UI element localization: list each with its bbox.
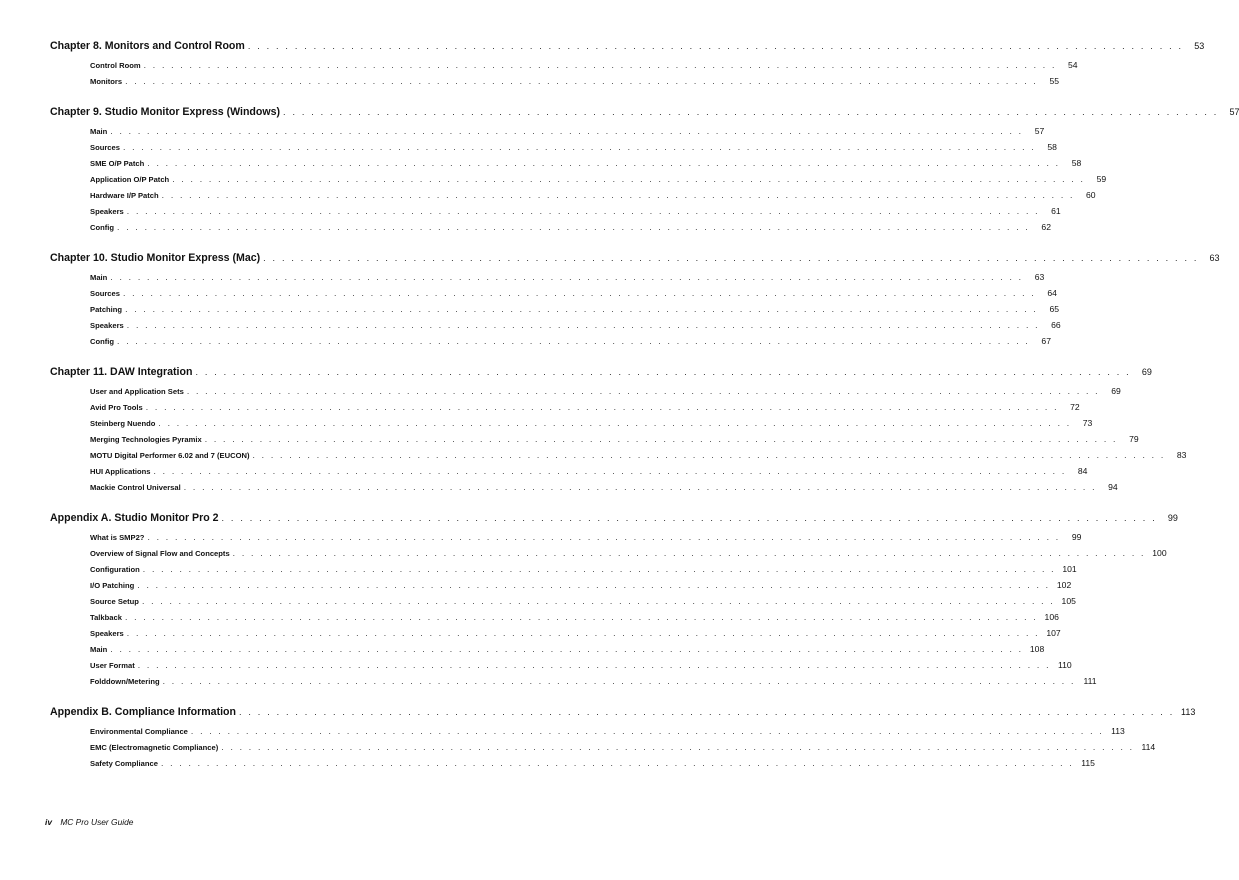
dot-leader: . . . . . . . . . . . . . . . . . . . . . . . . . . . . . . . . . . . . . . . . . . . . . . . . . . . . . . . . . . . . . . . . . . . . . . . . . . . . . . . . . . . . . . . . . . . . . . . . . . . . xyxy=(221,742,1135,752)
toc-entry-label: Folddown/Metering xyxy=(90,677,160,686)
dot-leader: . . . . . . . . . . . . . . . . . . . . . . . . . . . . . . . . . . . . . . . . . . . . . . . . . . . . . . . . . . . . . . . . . . . . . . . . . . . . . . . . . . . . . . . . . . . . . . . . . . . . xyxy=(122,142,1036,152)
dot-leader: . . . . . . . . . . . . . . . . . . . . . . . . . . . . . . . . . . . . . . . . . . . . . . . . . . . . . . . . . . . . . . . . . . . . . . . . . . . . . . . . . . . . . . . . . . . . . . . . . . . . xyxy=(190,726,1104,736)
toc-entry-page-number: 64 xyxy=(1047,288,1057,298)
toc-entry[interactable] xyxy=(50,60,1078,76)
toc-entry-page-number: 114 xyxy=(1141,742,1156,752)
toc-entry[interactable] xyxy=(50,482,1118,498)
toc-entry-page-number: 65 xyxy=(1049,304,1060,314)
toc-chapter-heading[interactable] xyxy=(50,366,1152,386)
dot-leader: . . . . . . . . . . . . . . . . . . . . . . . . . . . . . . . . . . . . . . . . . . . . . . . . . . . . . . . . . . . . . . . . . . . . . . . . . . . . . . . . . . . . . . . . . . . . . . . . . . . . xyxy=(110,644,1024,654)
dot-leader: . . . . . . . . . . . . . . . . . . . . . . . . . . . . . . . . . . . . . . . . . . . . . . . . . . . . . . . . . . . . . . . . . . . . . . . . . . . . . . . . . . . . . . . . . . . . . . . . . . . . xyxy=(160,758,1074,768)
dot-leader: . . . . . . . . . . . . . . . . . . . . . . . . . . . . . . . . . . . . . . . . . . . . . . . . . . . . . . . . . . . . . . . . . . . . . . . . . . . . . . . . . . . . . . . . . . . . . . . . . . . . xyxy=(162,676,1076,686)
dot-leader: . . . . . . . . . . . . . . . . . . . . . . . . . . . . . . . . . . . . . . . . . . . . . . . . . . . . . . . . . . . . . . . . . . . . . . . . . . . . . . . . . . . . . . . . . . . . . . . . . . . . xyxy=(142,564,1056,574)
toc-entry-page-number: 110 xyxy=(1057,660,1072,670)
dot-leader: . . . . . . . . . . . . . . . . . . . . . . . . . . . . . . . . . . . . . . . . . . . . . . . . . . . . . . . . . . . . . . . . . . . . . . . . . . . . . . . . . . . . . . . . . . . . . . . . . . . . xyxy=(126,206,1040,216)
toc-entry-label: Merging Technologies Pyramix xyxy=(90,435,202,444)
toc-entry-page-number: 101 xyxy=(1062,564,1077,574)
toc-chapter-heading-page-number: 53 xyxy=(1194,41,1205,51)
toc-entry-label: Main xyxy=(90,127,108,136)
toc-chapter-heading[interactable] xyxy=(50,706,1196,726)
toc-entry-label: Safety Compliance xyxy=(90,759,158,768)
dot-leader: . . . . . . . . . . . . . . . . . . . . . . . . . . . . . . . . . . . . . . . . . . . . . . . . . . . . . . . . . . . . . . . . . . . . . . . . . . . . . . . . . . . . . . . . . . . . . . . . . . . . xyxy=(147,158,1061,168)
dot-leader: . . . . . . . . . . . . . . . . . . . . . . . . . . . . . . . . . . . . . . . . . . . . . . . . . . . . . . . . . . . . . . . . . . . . . . . . . . . . . . . . . . . . . . . . . . . . . . . . . . . . xyxy=(153,466,1067,476)
toc-chapter-heading-label: Appendix B. Compliance Information xyxy=(50,706,236,718)
toc-chapter-heading[interactable] xyxy=(50,512,1178,532)
toc-entry-page-number: 58 xyxy=(1071,158,1082,168)
toc-entry[interactable] xyxy=(50,206,1061,222)
toc-entry-page-number: 58 xyxy=(1047,142,1057,152)
toc-entry-page-number: 67 xyxy=(1041,336,1051,346)
toc-entry-label: Config xyxy=(90,337,115,346)
toc-entry-page-number: 66 xyxy=(1051,320,1061,330)
toc-entry[interactable] xyxy=(50,142,1057,158)
toc-chapter-heading-label: Appendix A. Studio Monitor Pro 2 xyxy=(50,512,219,524)
toc-entry-page-number: 60 xyxy=(1086,190,1096,200)
toc-entry-label: Overview of Signal Flow and Concepts xyxy=(90,549,230,558)
toc-entry-label: Config xyxy=(90,223,115,232)
toc-entry-label: Hardware I/P Patch xyxy=(90,191,159,200)
dot-leader: . . . . . . . . . . . . . . . . . . . . . . . . . . . . . . . . . . . . . . . . . . . . . . . . . . . . . . . . . . . . . . . . . . . . . . . . . . . . . . . . . . . . . . . . . . . . . . . . . . . . xyxy=(117,336,1030,346)
dot-leader: . . . . . . . . . . . . . . . . . . . . . . . . . . . . . . . . . . . . . . . . . . . . . . . . . . . . . . . . . . . . . . . . . . . . . . . . . . . . . . . . . . . . . . . . . . . . . . . . . . . . xyxy=(283,107,1219,117)
toc-chapter xyxy=(50,106,1239,238)
toc-entry-page-number: 99 xyxy=(1071,532,1082,542)
toc-entry[interactable] xyxy=(50,288,1057,304)
toc-entry[interactable] xyxy=(50,628,1061,644)
toc-entry[interactable] xyxy=(50,742,1156,758)
toc-entry-page-number: 55 xyxy=(1049,76,1059,86)
toc-entry-label: Main xyxy=(90,645,108,654)
toc-entry[interactable] xyxy=(50,126,1045,142)
toc-entry[interactable] xyxy=(50,548,1167,564)
toc-entry-page-number: 79 xyxy=(1129,434,1139,444)
dot-leader: . . . . . . . . . . . . . . . . . . . . . . . . . . . . . . . . . . . . . . . . . . . . . . . . . . . . . . . . . . . . . . . . . . . . . . . . . . . . . . . . . . . . . . . . . . . . . . . . . . . . xyxy=(183,482,1097,492)
dot-leader: . . . . . . . . . . . . . . . . . . . . . . . . . . . . . . . . . . . . . . . . . . . . . . . . . . . . . . . . . . . . . . . . . . . . . . . . . . . . . . . . . . . . . . . . . . . . . . . . . . . . xyxy=(252,450,1166,460)
toc-chapter-heading[interactable] xyxy=(50,252,1220,272)
toc-entry[interactable] xyxy=(50,758,1095,774)
toc-chapter-heading-label: Chapter 9. Studio Monitor Express (Windows) xyxy=(50,106,281,118)
dot-leader: . . . . . . . . . . . . . . . . . . . . . . . . . . . . . . . . . . . . . . . . . . . . . . . . . . . . . . . . . . . . . . . . . . . . . . . . . . . . . . . . . . . . . . . . . . . . . . . . . . . . xyxy=(147,532,1061,542)
dot-leader: . . . . . . . . . . . . . . . . . . . . . . . . . . . . . . . . . . . . . . . . . . . . . . . . . . . . . . . . . . . . . . . . . . . . . . . . . . . . . . . . . . . . . . . . . . . . . . . . . . . . xyxy=(143,60,1057,70)
toc-entry[interactable] xyxy=(50,434,1139,450)
dot-leader: . . . . . . . . . . . . . . . . . . . . . . . . . . . . . . . . . . . . . . . . . . . . . . . . . . . . . . . . . . . . . . . . . . . . . . . . . . . . . . . . . . . . . . . . . . . . . . . . . . . . xyxy=(125,76,1038,86)
toc-entry[interactable] xyxy=(50,676,1097,692)
toc-entry-page-number: 59 xyxy=(1096,174,1107,184)
toc-chapter-heading[interactable] xyxy=(50,106,1239,126)
toc-entry-label: MOTU Digital Performer 6.02 and 7 (EUCON) xyxy=(90,451,250,460)
dot-leader: . . . . . . . . . . . . . . . . . . . . . . . . . . . . . . . . . . . . . . . . . . . . . . . . . . . . . . . . . . . . . . . . . . . . . . . . . . . . . . . . . . . . . . . . . . . . . . . . . . . . xyxy=(195,367,1131,377)
page-footer xyxy=(45,817,133,827)
dot-leader: . . . . . . . . . . . . . . . . . . . . . . . . . . . . . . . . . . . . . . . . . . . . . . . . . . . . . . . . . . . . . . . . . . . . . . . . . . . . . . . . . . . . . . . . . . . . . . . . . . . . xyxy=(239,707,1175,717)
dot-leader: . . . . . . . . . . . . . . . . . . . . . . . . . . . . . . . . . . . . . . . . . . . . . . . . . . . . . . . . . . . . . . . . . . . . . . . . . . . . . . . . . . . . . . . . . . . . . . . . . . . . xyxy=(126,628,1040,638)
toc-entry[interactable] xyxy=(50,272,1045,288)
toc-entry-label: Monitors xyxy=(90,77,123,86)
toc-entry-page-number: 106 xyxy=(1044,612,1059,622)
toc-entry-label: Speakers xyxy=(90,629,124,638)
toc-entry[interactable] xyxy=(50,596,1076,612)
toc-entry-page-number: 57 xyxy=(1034,126,1045,136)
dot-leader: . . . . . . . . . . . . . . . . . . . . . . . . . . . . . . . . . . . . . . . . . . . . . . . . . . . . . . . . . . . . . . . . . . . . . . . . . . . . . . . . . . . . . . . . . . . . . . . . . . . . xyxy=(204,434,1118,444)
toc-entry[interactable] xyxy=(50,190,1096,206)
toc-entry-label: Application O/P Patch xyxy=(90,175,170,184)
toc-entry-label: I/O Patching xyxy=(90,581,135,590)
toc-entry[interactable] xyxy=(50,726,1125,742)
toc-chapter xyxy=(50,512,1178,692)
toc-entry[interactable] xyxy=(50,644,1045,660)
toc-entry-label: User Format xyxy=(90,661,135,670)
toc-chapter-heading-page-number: 69 xyxy=(1141,367,1152,377)
toc-entry-label: Avid Pro Tools xyxy=(90,403,143,412)
toc-entry[interactable] xyxy=(50,174,1107,190)
toc-entry-label: User and Application Sets xyxy=(90,387,184,396)
footer-document-title: MC Pro User Guide xyxy=(60,817,134,827)
toc-entry[interactable] xyxy=(50,386,1121,402)
toc-chapter xyxy=(50,706,1196,774)
toc-chapter-heading-page-number: 113 xyxy=(1181,707,1196,717)
toc-entry-page-number: 83 xyxy=(1176,450,1187,460)
toc-chapter-heading[interactable] xyxy=(50,40,1205,60)
toc-entry-label: EMC (Electromagnetic Compliance) xyxy=(90,743,219,752)
toc-entry[interactable] xyxy=(50,466,1088,482)
toc-entry[interactable] xyxy=(50,222,1051,238)
toc-entry[interactable] xyxy=(50,402,1080,418)
toc-chapter-heading-page-number: 63 xyxy=(1209,253,1220,263)
toc-chapter-heading-label: Chapter 10. Studio Monitor Express (Mac) xyxy=(50,252,261,264)
toc-entry-label: SME O/P Patch xyxy=(90,159,145,168)
dot-leader: . . . . . . . . . . . . . . . . . . . . . . . . . . . . . . . . . . . . . . . . . . . . . . . . . . . . . . . . . . . . . . . . . . . . . . . . . . . . . . . . . . . . . . . . . . . . . . . . . . . . xyxy=(117,222,1030,232)
toc-entry-label: Talkback xyxy=(90,613,122,622)
toc-entry[interactable] xyxy=(50,418,1093,434)
toc-entry-page-number: 113 xyxy=(1111,726,1125,736)
toc-entry-page-number: 84 xyxy=(1077,466,1088,476)
dot-leader: . . . . . . . . . . . . . . . . . . . . . . . . . . . . . . . . . . . . . . . . . . . . . . . . . . . . . . . . . . . . . . . . . . . . . . . . . . . . . . . . . . . . . . . . . . . . . . . . . . . . xyxy=(137,580,1051,590)
toc-entry-label: Speakers xyxy=(90,207,124,216)
toc-chapter xyxy=(50,366,1187,498)
toc-entry-page-number: 108 xyxy=(1029,644,1045,654)
toc-chapter-heading-page-number: 99 xyxy=(1167,513,1178,523)
toc-entry-label: HUI Applications xyxy=(90,467,151,476)
toc-entry-page-number: 102 xyxy=(1056,580,1072,590)
dot-leader: . . . . . . . . . . . . . . . . . . . . . . . . . . . . . . . . . . . . . . . . . . . . . . . . . . . . . . . . . . . . . . . . . . . . . . . . . . . . . . . . . . . . . . . . . . . . . . . . . . . . xyxy=(221,513,1157,523)
toc-entry-label: Source Setup xyxy=(90,597,139,606)
toc-entry[interactable] xyxy=(50,580,1072,596)
toc-chapter-heading-label: Chapter 11. DAW Integration xyxy=(50,366,193,378)
toc-entry[interactable] xyxy=(50,450,1187,466)
toc-entry-label: Patching xyxy=(90,305,123,314)
toc-entry[interactable] xyxy=(50,304,1060,320)
toc-entry-label: Main xyxy=(90,273,108,282)
toc-entry[interactable] xyxy=(50,158,1082,174)
toc-entry-page-number: 100 xyxy=(1152,548,1167,558)
toc-entry-label: Sources xyxy=(90,289,120,298)
toc-entry-label: Speakers xyxy=(90,321,124,330)
dot-leader: . . . . . . . . . . . . . . . . . . . . . . . . . . . . . . . . . . . . . . . . . . . . . . . . . . . . . . . . . . . . . . . . . . . . . . . . . . . . . . . . . . . . . . . . . . . . . . . . . . . . xyxy=(125,304,1039,314)
dot-leader: . . . . . . . . . . . . . . . . . . . . . . . . . . . . . . . . . . . . . . . . . . . . . . . . . . . . . . . . . . . . . . . . . . . . . . . . . . . . . . . . . . . . . . . . . . . . . . . . . . . . xyxy=(137,660,1051,670)
dot-leader: . . . . . . . . . . . . . . . . . . . . . . . . . . . . . . . . . . . . . . . . . . . . . . . . . . . . . . . . . . . . . . . . . . . . . . . . . . . . . . . . . . . . . . . . . . . . . . . . . . . . xyxy=(122,288,1036,298)
toc-entry[interactable] xyxy=(50,76,1059,92)
dot-leader: . . . . . . . . . . . . . . . . . . . . . . . . . . . . . . . . . . . . . . . . . . . . . . . . . . . . . . . . . . . . . . . . . . . . . . . . . . . . . . . . . . . . . . . . . . . . . . . . . . . . xyxy=(126,320,1040,330)
toc-chapter-heading-page-number: 57 xyxy=(1229,107,1239,117)
toc-entry-label: What is SMP2? xyxy=(90,533,145,542)
toc-entry-page-number: 107 xyxy=(1046,628,1061,638)
dot-leader: . . . . . . . . . . . . . . . . . . . . . . . . . . . . . . . . . . . . . . . . . . . . . . . . . . . . . . . . . . . . . . . . . . . . . . . . . . . . . . . . . . . . . . . . . . . . . . . . . . . . xyxy=(110,126,1024,136)
toc-entry[interactable] xyxy=(50,320,1061,336)
toc-entry-page-number: 111 xyxy=(1083,676,1097,686)
toc-entry-page-number: 69 xyxy=(1111,386,1121,396)
toc-entry-page-number: 62 xyxy=(1041,222,1051,232)
dot-leader: . . . . . . . . . . . . . . . . . . . . . . . . . . . . . . . . . . . . . . . . . . . . . . . . . . . . . . . . . . . . . . . . . . . . . . . . . . . . . . . . . . . . . . . . . . . . . . . . . . . . xyxy=(124,612,1038,622)
toc-entry-label: Configuration xyxy=(90,565,140,574)
dot-leader: . . . . . . . . . . . . . . . . . . . . . . . . . . . . . . . . . . . . . . . . . . . . . . . . . . . . . . . . . . . . . . . . . . . . . . . . . . . . . . . . . . . . . . . . . . . . . . . . . . . . xyxy=(186,386,1100,396)
toc-entry[interactable] xyxy=(50,336,1051,352)
toc-entry-page-number: 54 xyxy=(1068,60,1078,70)
toc-entry-page-number: 72 xyxy=(1070,402,1080,412)
toc-entry[interactable] xyxy=(50,532,1082,548)
toc-entry-label: Sources xyxy=(90,143,120,152)
toc-entry[interactable] xyxy=(50,564,1077,580)
dot-leader: . . . . . . . . . . . . . . . . . . . . . . . . . . . . . . . . . . . . . . . . . . . . . . . . . . . . . . . . . . . . . . . . . . . . . . . . . . . . . . . . . . . . . . . . . . . . . . . . . . . . xyxy=(145,402,1059,412)
toc-entry[interactable] xyxy=(50,660,1072,676)
toc-entry-label: Control Room xyxy=(90,61,141,70)
toc-entry-label: Environmental Compliance xyxy=(90,727,188,736)
table-of-contents xyxy=(50,40,1239,788)
dot-leader: . . . . . . . . . . . . . . . . . . . . . . . . . . . . . . . . . . . . . . . . . . . . . . . . . . . . . . . . . . . . . . . . . . . . . . . . . . . . . . . . . . . . . . . . . . . . . . . . . . . . xyxy=(158,418,1072,428)
toc-entry-page-number: 105 xyxy=(1061,596,1076,606)
toc-chapter xyxy=(50,40,1205,92)
dot-leader: . . . . . . . . . . . . . . . . . . . . . . . . . . . . . . . . . . . . . . . . . . . . . . . . . . . . . . . . . . . . . . . . . . . . . . . . . . . . . . . . . . . . . . . . . . . . . . . . . . . . xyxy=(247,41,1184,51)
toc-entry-page-number: 94 xyxy=(1108,482,1118,492)
toc-chapter xyxy=(50,252,1220,352)
dot-leader: . . . . . . . . . . . . . . . . . . . . . . . . . . . . . . . . . . . . . . . . . . . . . . . . . . . . . . . . . . . . . . . . . . . . . . . . . . . . . . . . . . . . . . . . . . . . . . . . . . . . xyxy=(161,190,1075,200)
dot-leader: . . . . . . . . . . . . . . . . . . . . . . . . . . . . . . . . . . . . . . . . . . . . . . . . . . . . . . . . . . . . . . . . . . . . . . . . . . . . . . . . . . . . . . . . . . . . . . . . . . . . xyxy=(172,174,1086,184)
dot-leader: . . . . . . . . . . . . . . . . . . . . . . . . . . . . . . . . . . . . . . . . . . . . . . . . . . . . . . . . . . . . . . . . . . . . . . . . . . . . . . . . . . . . . . . . . . . . . . . . . . . . xyxy=(110,272,1024,282)
toc-entry-page-number: 73 xyxy=(1082,418,1093,428)
toc-chapter-heading-label: Chapter 8. Monitors and Control Room xyxy=(50,40,245,52)
dot-leader: . . . . . . . . . . . . . . . . . . . . . . . . . . . . . . . . . . . . . . . . . . . . . . . . . . . . . . . . . . . . . . . . . . . . . . . . . . . . . . . . . . . . . . . . . . . . . . . . . . . . xyxy=(263,253,1199,263)
toc-entry-label: Steinberg Nuendo xyxy=(90,419,156,428)
dot-leader: . . . . . . . . . . . . . . . . . . . . . . . . . . . . . . . . . . . . . . . . . . . . . . . . . . . . . . . . . . . . . . . . . . . . . . . . . . . . . . . . . . . . . . . . . . . . . . . . . . . . xyxy=(141,596,1055,606)
toc-entry-label: Mackie Control Universal xyxy=(90,483,181,492)
toc-entry-page-number: 115 xyxy=(1081,758,1095,768)
dot-leader: . . . . . . . . . . . . . . . . . . . . . . . . . . . . . . . . . . . . . . . . . . . . . . . . . . . . . . . . . . . . . . . . . . . . . . . . . . . . . . . . . . . . . . . . . . . . . . . . . . . . xyxy=(232,548,1146,558)
toc-entry[interactable] xyxy=(50,612,1059,628)
toc-entry-page-number: 61 xyxy=(1051,206,1061,216)
footer-page-number: iv xyxy=(45,817,52,827)
toc-entry-page-number: 63 xyxy=(1034,272,1045,282)
